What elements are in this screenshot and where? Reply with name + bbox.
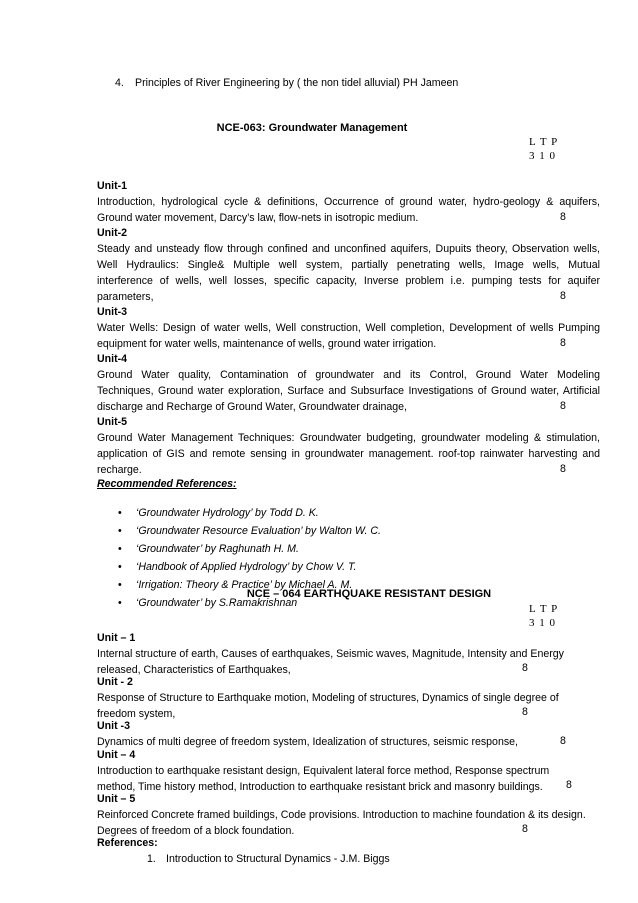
text-line: Steady and unsteady flow through confined and unconfined aquifers, Dupuits theory, Observation wells, — [97, 243, 600, 255]
nce063-unit1-text — [97, 195, 600, 227]
bullet-icon: • — [118, 525, 122, 537]
top-reference-number: 4. — [115, 77, 124, 89]
text-line: Reinforced Concrete framed buildings, Code provisions. Introduction to machine foundation & its design. — [97, 809, 586, 821]
nce064-unit3-heading: Unit -3 — [97, 720, 130, 732]
nce064-unit2-hours: 8 — [522, 706, 528, 718]
nce063-unit5-hours: 8 — [560, 463, 566, 475]
nce063-ltp-header: L T P — [529, 136, 559, 148]
reference-number: 1. — [147, 853, 156, 865]
nce063-unit2-hours: 8 — [560, 290, 566, 302]
text-line: Internal structure of earth, Causes of earthquakes, Seismic waves, Magnitude, Intensity and Energy — [97, 648, 564, 660]
text-line: Ground water movement, Darcy’s law, flow-nets in isotropic medium. — [97, 211, 419, 224]
text-line: Introduction to earthquake resistant design, Equivalent lateral force method, Response spectrum — [97, 765, 550, 777]
nce064-unit1-hours: 8 — [522, 662, 528, 674]
text-line: application of GIS and remote sensing in groundwater management. roof-top rainwater harvesting and — [97, 447, 600, 460]
text-line: Introduction, hydrological cycle & definitions, Occurrence of ground water, hydro-geology & aquifers, — [97, 196, 600, 208]
nce064-ltp-values: 3 1 0 — [529, 617, 556, 629]
text-line: Techniques, Ground water exploration, Surface and Subsurface Investigations of Ground water, Artificial — [97, 384, 600, 397]
bullet-icon: • — [118, 579, 122, 591]
nce064-unit1-text — [97, 647, 564, 679]
nce064-ltp-header: L T P — [529, 603, 559, 615]
nce063-unit3-text — [97, 321, 600, 353]
nce063-unit4-heading: Unit-4 — [97, 353, 128, 365]
nce063-unit5-text — [97, 431, 600, 479]
references-heading: References: — [97, 837, 158, 849]
text-line: Response of Structure to Earthquake motion, Modeling of structures, Dynamics of single degree of — [97, 692, 559, 704]
nce063-unit3-hours: 8 — [560, 337, 566, 349]
text-line: method, Time history method, Introduction to earthquake resistant brick and masonry buildings. — [97, 780, 543, 793]
top-reference-text: Principles of River Engineering by ( the non tidel alluvial) PH Jameen — [135, 77, 459, 89]
text-line: parameters, — [97, 290, 154, 303]
nce063-unit3-heading: Unit-3 — [97, 306, 128, 318]
text-line: Degrees of freedom of a block foundation. — [97, 824, 295, 837]
nce063-unit5-heading: Unit-5 — [97, 416, 128, 428]
nce064-unit5-hours: 8 — [522, 823, 528, 835]
text-line: freedom system, — [97, 707, 176, 720]
reference-text: ‘Irrigation: Theory & Practice’ by Michael A. M. — [136, 579, 353, 591]
reference-text: Introduction to Structural Dynamics - J.M. Biggs — [166, 853, 390, 865]
text-line: Ground Water Management Techniques: Groundwater budgeting, groundwater modeling & stimulation, — [97, 432, 600, 444]
text-line: equipment for water wells, maintenance of wells, ground water irrigation. — [97, 337, 437, 350]
reference-text: ‘Groundwater’ by S.Ramakrishnan — [136, 597, 298, 609]
reference-text: ‘Groundwater Resource Evaluation’ by Walton W. C. — [136, 525, 381, 537]
text-line: recharge. — [97, 463, 142, 476]
nce063-unit4-text — [97, 368, 600, 416]
bullet-icon: • — [118, 597, 122, 609]
nce064-unit4-hours: 8 — [566, 779, 572, 791]
nce063-unit2-heading: Unit-2 — [97, 227, 128, 239]
text-line: interference of wells, well losses, specific capacity, Inverse problem i.e. pumping tests for aquifer — [97, 274, 600, 287]
nce063-unit4-hours: 8 — [560, 400, 566, 412]
bullet-icon: • — [118, 561, 122, 573]
text-line: released, Characteristics of Earthquakes, — [97, 663, 291, 676]
bullet-icon: • — [118, 507, 122, 519]
reference-text: ‘Handbook of Applied Hydrology’ by Chow V. T. — [136, 561, 357, 573]
text-line: Water Wells: Design of water wells, Well construction, Well completion, Development of wells Pumping — [97, 322, 600, 334]
nce063-ltp-values: 3 1 0 — [529, 150, 556, 162]
nce064-unit3-text — [97, 735, 518, 751]
nce063-unit1-heading: Unit-1 — [97, 180, 128, 192]
nce064-unit2-heading: Unit - 2 — [97, 676, 133, 688]
text-line: Dynamics of multi degree of freedom system, Idealization of structures, seismic response, — [97, 736, 518, 748]
recommended-references-heading: Recommended References: — [97, 478, 237, 490]
nce063-unit2-text — [97, 242, 600, 306]
nce064-unit4-text — [97, 764, 549, 796]
nce063-title: NCE-063: Groundwater Management — [216, 122, 408, 134]
bullet-icon: • — [118, 543, 122, 555]
text-line: Well Hydraulics: Single& Multiple well system, partially penetrating wells, Image wells, Mutual — [97, 258, 600, 271]
nce064-unit5-text — [97, 808, 586, 840]
reference-text: ‘Groundwater’ by Raghunath H. M. — [136, 543, 299, 555]
nce064-unit3-hours: 8 — [560, 735, 566, 747]
nce064-unit2-text — [97, 691, 559, 723]
nce064-unit5-heading: Unit – 5 — [97, 793, 136, 805]
nce064-unit1-heading: Unit – 1 — [97, 632, 136, 644]
text-line: discharge and Recharge of Ground Water, Groundwater drainage, — [97, 400, 407, 413]
text-line: Ground Water quality, Contamination of groundwater and its Control, Ground Water Modeling — [97, 369, 600, 381]
nce064-title: NCE – 064 EARTHQUAKE RESISTANT DESIGN — [246, 588, 492, 600]
reference-text: ‘Groundwater Hydrology’ by Todd D. K. — [136, 507, 319, 519]
nce064-unit4-heading: Unit – 4 — [97, 749, 136, 761]
nce063-unit1-hours: 8 — [560, 211, 566, 223]
